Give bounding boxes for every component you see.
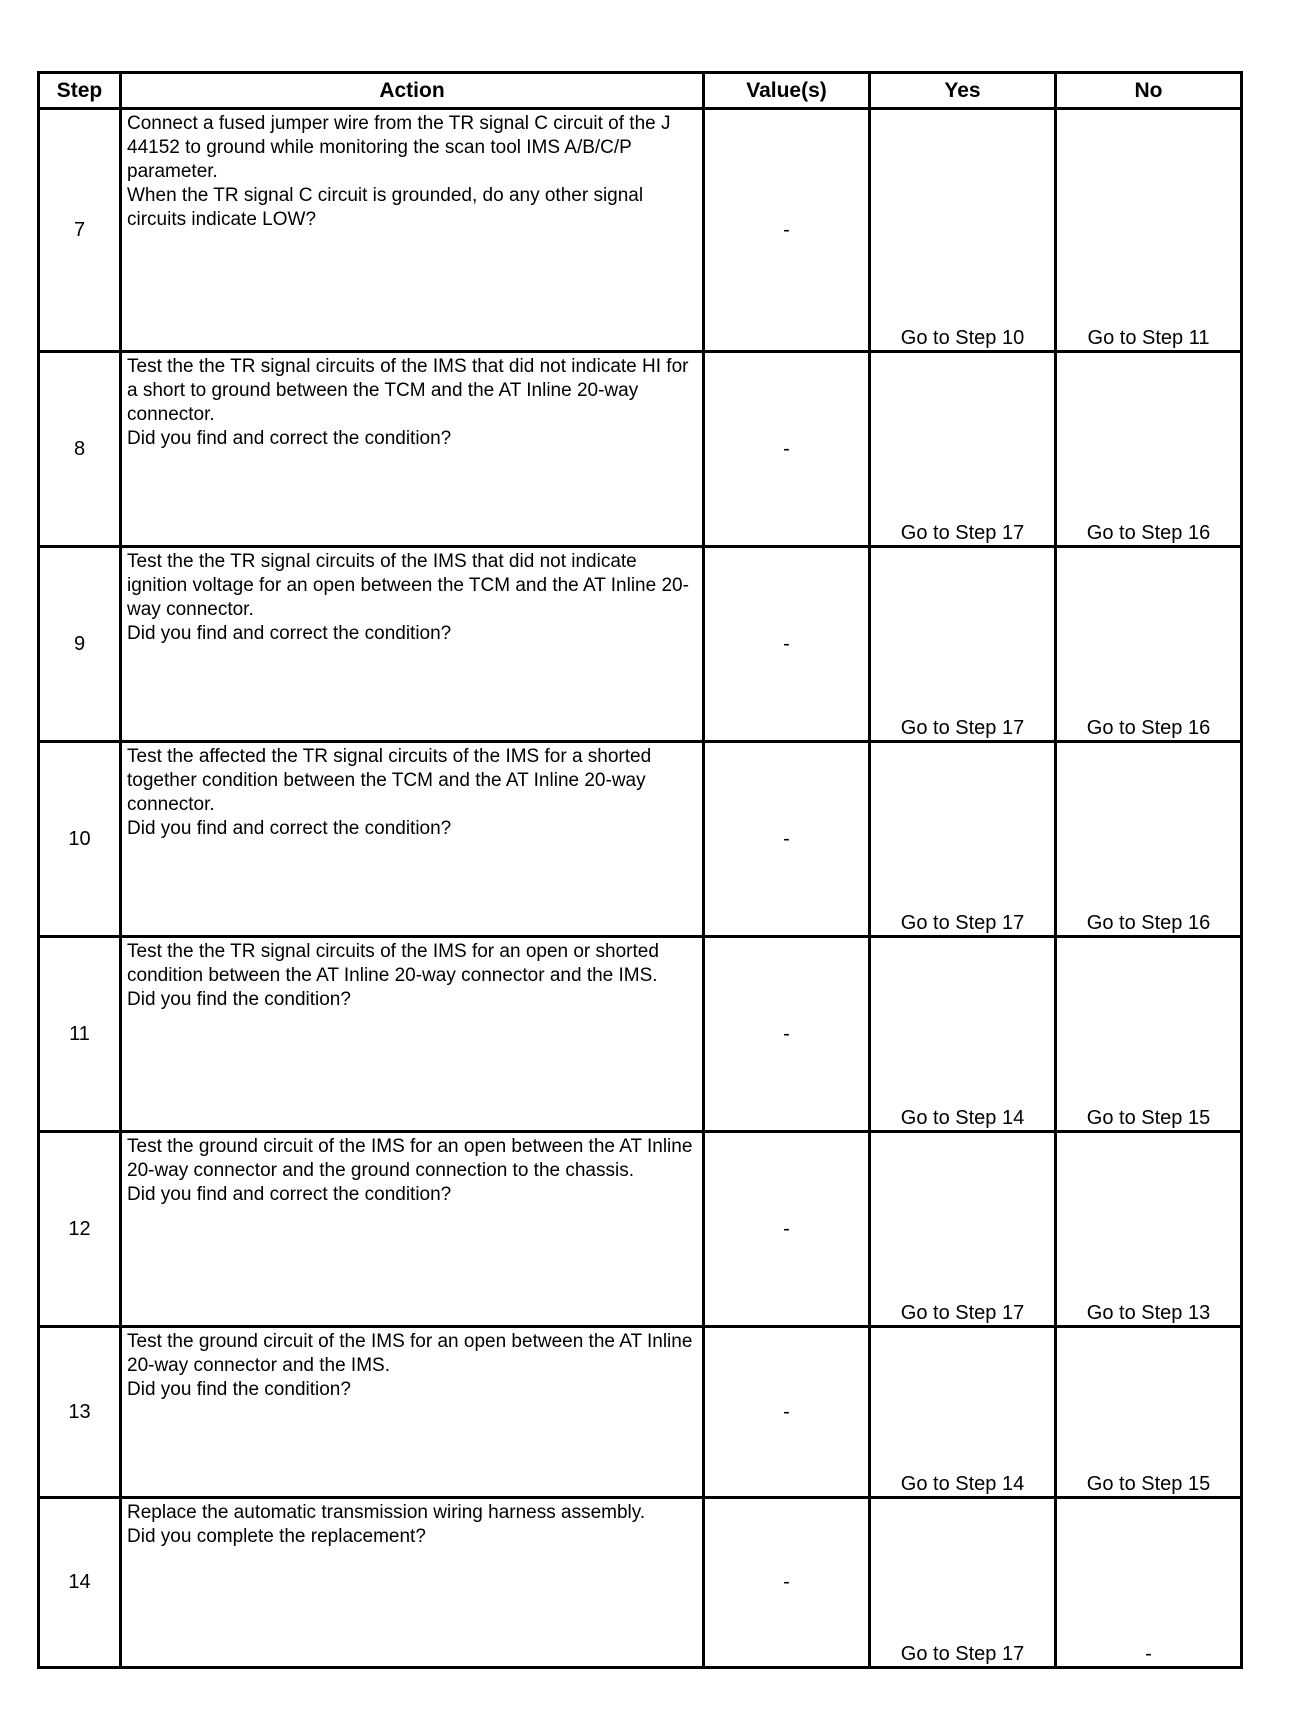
table-row xyxy=(39,109,1242,352)
table-row xyxy=(39,937,1242,1132)
step-number: 14 xyxy=(39,1498,121,1668)
yes-cell: Go to Step 17 xyxy=(870,1132,1056,1327)
header-row xyxy=(39,73,1242,109)
yes-cell: Go to Step 17 xyxy=(870,1498,1056,1668)
value-cell: - xyxy=(704,1327,870,1498)
yes-cell: Go to Step 17 xyxy=(870,352,1056,547)
no-cell: Go to Step 16 xyxy=(1056,547,1242,742)
step-number: 7 xyxy=(39,109,121,352)
table-row xyxy=(39,1132,1242,1327)
action-cell xyxy=(121,547,704,742)
no-cell: Go to Step 16 xyxy=(1056,742,1242,937)
step-number: 12 xyxy=(39,1132,121,1327)
yes-cell: Go to Step 17 xyxy=(870,742,1056,937)
action-question: Did you find and correct the condition? xyxy=(127,428,452,449)
yes-cell: Go to Step 17 xyxy=(870,547,1056,742)
action-cell xyxy=(121,742,704,937)
no-cell: Go to Step 15 xyxy=(1056,1327,1242,1498)
no-cell: - xyxy=(1056,1498,1242,1668)
action-instruction: Connect a fused jumper wire from the TR signal C circuit of the J 44152 to ground while monitoring the scan tool IMS A/B/C/P parameter. xyxy=(127,113,671,182)
action-question: When the TR signal C circuit is grounded, do any other signal circuits indicate LOW? xyxy=(127,185,644,230)
header-yes: Yes xyxy=(870,73,1056,109)
action-question: Did you find and correct the condition? xyxy=(127,818,452,839)
action-cell xyxy=(121,1498,704,1668)
step-number: 10 xyxy=(39,742,121,937)
action-instruction: Test the affected the TR signal circuits of the IMS for a shorted together condition between the TCM and the AT Inline 20-way connector. xyxy=(127,746,652,815)
step-number: 13 xyxy=(39,1327,121,1498)
no-cell: Go to Step 15 xyxy=(1056,937,1242,1132)
header-step: Step xyxy=(39,73,121,109)
step-number: 11 xyxy=(39,937,121,1132)
action-cell xyxy=(121,1327,704,1498)
action-cell xyxy=(121,1132,704,1327)
action-question: Did you complete the replacement? xyxy=(127,1526,426,1547)
action-question: Did you find and correct the condition? xyxy=(127,1184,452,1205)
action-instruction: Test the the TR signal circuits of the IMS that did not indicate HI for a short to ground between the TCM and the AT Inline 20-way connector. xyxy=(127,356,689,425)
header-action: Action xyxy=(121,73,704,109)
value-cell: - xyxy=(704,1132,870,1327)
action-cell xyxy=(121,352,704,547)
action-question: Did you find the condition? xyxy=(127,1379,351,1400)
action-instruction: Test the ground circuit of the IMS for an open between the AT Inline 20-way connector and the IMS. xyxy=(127,1331,693,1376)
action-question: Did you find the condition? xyxy=(127,989,351,1010)
action-instruction: Test the ground circuit of the IMS for an open between the AT Inline 20-way connector and the ground connection to the chassis. xyxy=(127,1136,693,1181)
action-cell xyxy=(121,937,704,1132)
table-row xyxy=(39,1327,1242,1498)
no-cell: Go to Step 16 xyxy=(1056,352,1242,547)
value-cell: - xyxy=(704,352,870,547)
value-cell: - xyxy=(704,109,870,352)
value-cell: - xyxy=(704,1498,870,1668)
value-cell: - xyxy=(704,547,870,742)
value-cell: - xyxy=(704,742,870,937)
header-no: No xyxy=(1056,73,1242,109)
table-row xyxy=(39,1498,1242,1668)
value-cell: - xyxy=(704,937,870,1132)
diagnostic-table xyxy=(37,71,1243,1669)
header-values: Value(s) xyxy=(704,73,870,109)
table-row xyxy=(39,547,1242,742)
no-cell: Go to Step 13 xyxy=(1056,1132,1242,1327)
no-cell: Go to Step 11 xyxy=(1056,109,1242,352)
yes-cell: Go to Step 10 xyxy=(870,109,1056,352)
table-row xyxy=(39,352,1242,547)
table-row xyxy=(39,742,1242,937)
action-question: Did you find and correct the condition? xyxy=(127,623,452,644)
action-cell xyxy=(121,109,704,352)
yes-cell: Go to Step 14 xyxy=(870,1327,1056,1498)
yes-cell: Go to Step 14 xyxy=(870,937,1056,1132)
step-number: 9 xyxy=(39,547,121,742)
action-instruction: Test the the TR signal circuits of the IMS that did not indicate ignition voltage for an open between the TCM and the AT Inline 20-way connector. xyxy=(127,551,689,620)
action-instruction: Test the the TR signal circuits of the IMS for an open or shorted condition between the AT Inline 20-way connector and the IMS. xyxy=(127,941,659,986)
action-instruction: Replace the automatic transmission wiring harness assembly. xyxy=(127,1502,646,1523)
step-number: 8 xyxy=(39,352,121,547)
